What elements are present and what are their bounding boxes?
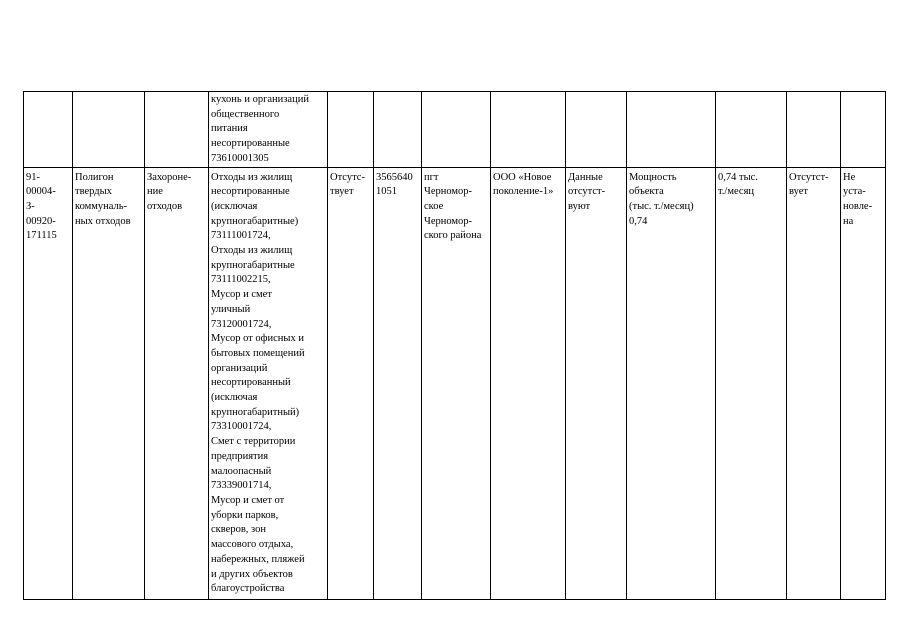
cell-waste-types: Отходы из жилищ несортированные (исключая крупногабаритные) 73111001724, Отходы из жилищ крупногабаритные 73111002215, Мусор и смет уличный 73120001724, Мусор от офисных и бытовых помещений организаций несортированный (исключая крупногабаритный) 73310001724, Смет с территории предприятия малоопасный 73339001714, Мусор и смет от уборки парков, скверов, зон массового отдыха, набережных, пляжей и других объектов благоустройства — [209, 167, 328, 599]
cell-capacity — [627, 92, 716, 168]
cell-location — [422, 92, 491, 168]
cell-data — [566, 92, 627, 168]
cell-volume — [716, 92, 787, 168]
cell-capacity: Мощность объекта (тыс. т./месяц) 0,74 — [627, 167, 716, 599]
cell-code: 3565640 1051 — [374, 167, 422, 599]
waste-facility-registry-table — [23, 91, 886, 600]
cell-data: Данные отсутст- вуют — [566, 167, 627, 599]
cell-operator — [491, 92, 566, 168]
table-row-landfill — [24, 167, 886, 599]
cell-volume: 0,74 тыс. т./месяц — [716, 167, 787, 599]
cell-purpose — [145, 92, 209, 168]
cell-object-name: Полигон твердых коммуналь- ных отходов — [73, 167, 145, 599]
table-row-continuation — [24, 92, 886, 168]
cell-col5 — [328, 92, 374, 168]
cell-operator: ООО «Новое поколение-1» — [491, 167, 566, 599]
cell-col12: Отсутст- вует — [787, 167, 841, 599]
cell-location: пгт Черномор- ское Черномор- ского района — [422, 167, 491, 599]
cell-registry-number: 91- 00004- З- 00920- 171115 — [24, 167, 73, 599]
cell-object-name — [73, 92, 145, 168]
cell-col12 — [787, 92, 841, 168]
cell-col13: Не уста- новле- на — [841, 167, 886, 599]
cell-purpose: Захороне- ние отходов — [145, 167, 209, 599]
cell-col13 — [841, 92, 886, 168]
cell-code — [374, 92, 422, 168]
cell-registry-number — [24, 92, 73, 168]
cell-col5: Отсутс- твует — [328, 167, 374, 599]
cell-waste-types: кухонь и организаций общественного питания несортированные 73610001305 — [209, 92, 328, 168]
